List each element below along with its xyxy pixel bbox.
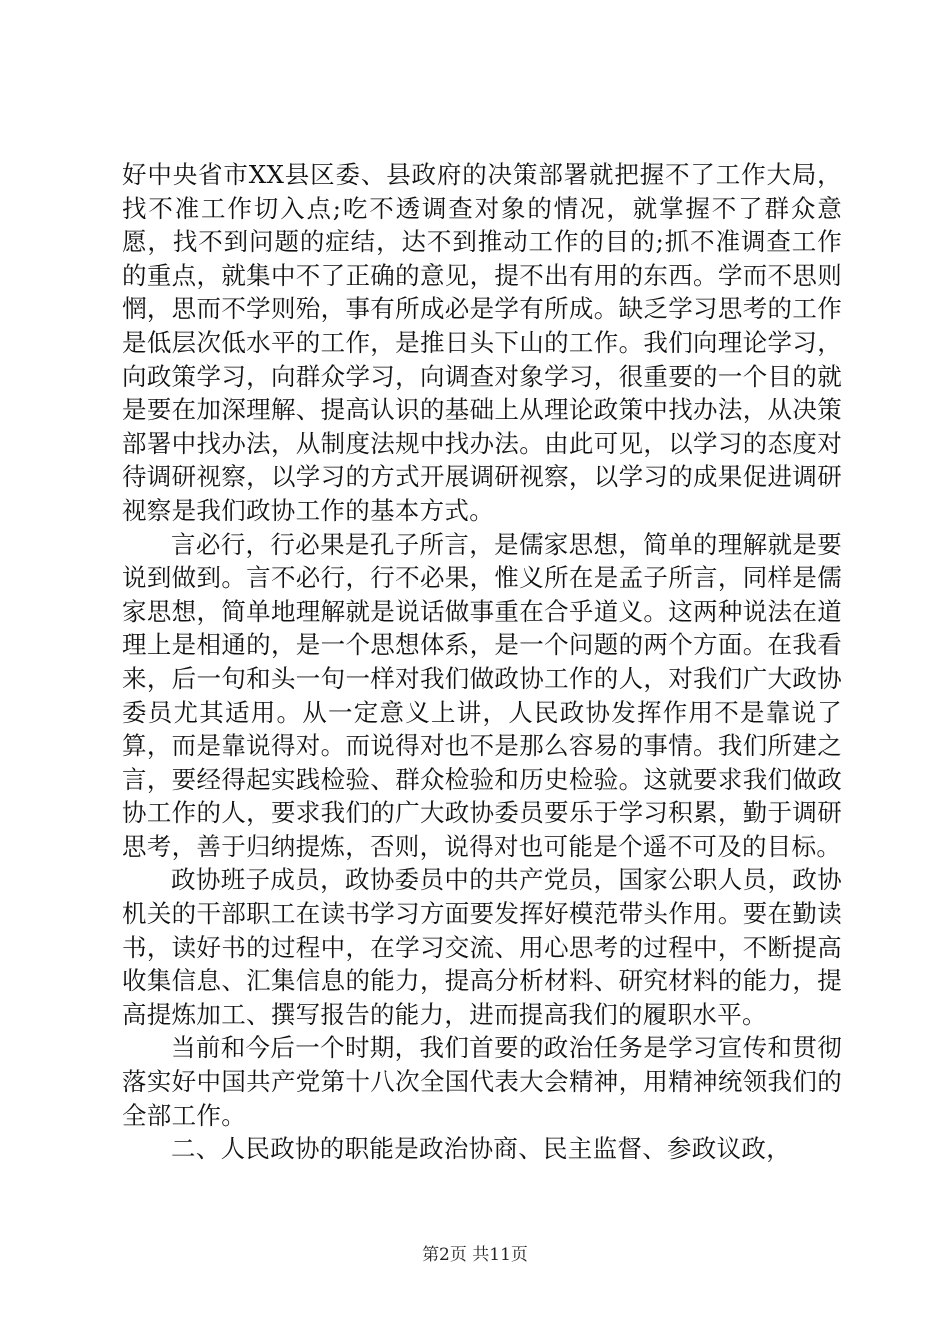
paragraph-5: 二、人民政协的职能是政治协商、民主监督、参政议政， — [171, 1134, 791, 1164]
document-body — [122, 158, 842, 1166]
paragraph-3: 政协班子成员，政协委员中的共产党员，国家公职人员，政协机关的干部职工在读书学习方面要发挥好模范带头作用。要在勤读书，读好书的过程中，在学习交流、用心思考的过程中，不断提高收集信息、汇集信息的能力，提高分析材料、研究材料的能力，提高提炼加工、撰写报告的能力，进而提高我们的履职水平。 — [122, 865, 842, 1029]
page-number-footer: 第2页 共11页 — [422, 1245, 528, 1265]
paragraph-2: 言必行，行必果是孔子所言，是儒家思想，简单的理解就是要说到做到。言不必行，行不必果，惟义所在是孟子所言，同样是儒家思想，简单地理解就是说话做事重在合乎道义。这两种说法在道理上是相通的，是一个思想体系，是一个问题的两个方面。在我看来，后一句和头一句一样对我们做政协工作的人，对我们广大政协委员尤其适用。从一定意义上讲，人民政协发挥作用不是靠说了算，而是靠说得对。而说得对也不是那么容易的事情。我们所建之言，要经得起实践检验、群众检验和历史检验。这就要求我们做政协工作的人，要求我们的广大政协委员要乐于学习积累，勤于调研思考，善于归纳提炼，否则，说得对也可能是个遥不可及的目标。 — [122, 529, 842, 861]
paragraph-4: 当前和今后一个时期，我们首要的政治任务是学习宣传和贯彻落实好中国共产党第十八次全国代表大会精神，用精神统领我们的全部工作。 — [122, 1033, 842, 1130]
paragraph-1: 好中央省市XX县区委、县政府的决策部署就把握不了工作大局，找不准工作切入点;吃不透调查对象的情况，就掌握不了群众意愿，找不到问题的症结，达不到推动工作的目的;抓不准调查工作的重点，就集中不了正确的意见，提不出有用的东西。学而不思则惘，思而不学则殆，事有所成必是学有所成。缺乏学习思考的工作是低层次低水平的工作，是推日头下山的工作。我们向理论学习，向政策学习，向群众学习，向调查对象学习，很重要的一个目的就是要在加深理解、提高认识的基础上从理论政策中找办法，从决策部署中找办法，从制度法规中找办法。由此可见，以学习的态度对待调研视察，以学习的方式开展调研视察，以学习的成果促进调研视察是我们政协工作的基本方式。 — [122, 160, 842, 525]
